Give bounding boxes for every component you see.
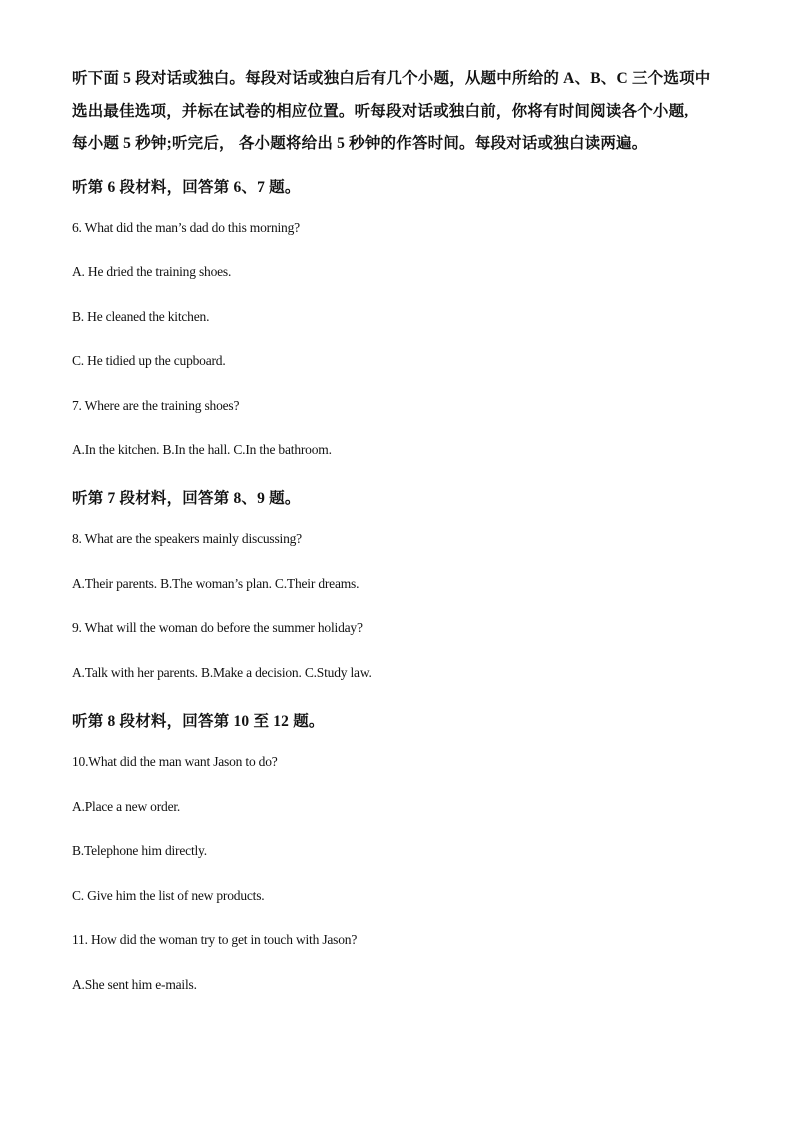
question-8-options: A.Their parents. B.The woman’s plan. C.Their dreams. bbox=[72, 576, 360, 591]
question-9: 9. What will the woman do before the summer holiday? bbox=[72, 620, 363, 635]
question-6-option-a: A. He dried the training shoes. bbox=[72, 264, 232, 279]
question-7: 7. Where are the training shoes? bbox=[72, 398, 240, 413]
section-8-heading: 听第 8 段材料，回答第 10 至 12 题。 bbox=[72, 713, 325, 730]
question-11-option-a: A.She sent him e-mails. bbox=[72, 977, 197, 992]
question-9-options: A.Talk with her parents. B.Make a decision. C.Study law. bbox=[72, 665, 372, 680]
section-6-heading: 听第 6 段材料，回答第 6、7 题。 bbox=[72, 179, 301, 196]
question-6-option-c: C. He tidied up the cupboard. bbox=[72, 353, 226, 368]
question-6: 6. What did the man’s dad do this morning? bbox=[72, 220, 300, 235]
question-6-option-b: B. He cleaned the kitchen. bbox=[72, 309, 210, 324]
instruction-line-3: 每小题 5 秒钟;听完后， 各小题将给出 5 秒钟的作答时间。每段对话或独白读两遍。 bbox=[72, 135, 648, 152]
instruction-line-2: 选出最佳选项，并标在试卷的相应位置。听每段对话或独白前，你将有时间阅读各个小题, bbox=[72, 103, 689, 120]
question-11: 11. How did the woman try to get in touch with Jason? bbox=[72, 932, 358, 947]
question-10-option-b: B.Telephone him directly. bbox=[72, 843, 207, 858]
question-8: 8. What are the speakers mainly discussing? bbox=[72, 531, 302, 546]
question-10-option-c: C. Give him the list of new products. bbox=[72, 888, 265, 903]
section-7-heading: 听第 7 段材料，回答第 8、9 题。 bbox=[72, 490, 301, 507]
instruction-line-1: 听下面 5 段对话或独白。每段对话或独白后有几个小题，从题中所给的 A、B、C 三个选项中 bbox=[72, 70, 711, 87]
question-10-option-a: A.Place a new order. bbox=[72, 799, 181, 814]
question-7-options: A.In the kitchen. B.In the hall. C.In the bathroom. bbox=[72, 442, 332, 457]
question-10: 10.What did the man want Jason to do? bbox=[72, 754, 278, 769]
